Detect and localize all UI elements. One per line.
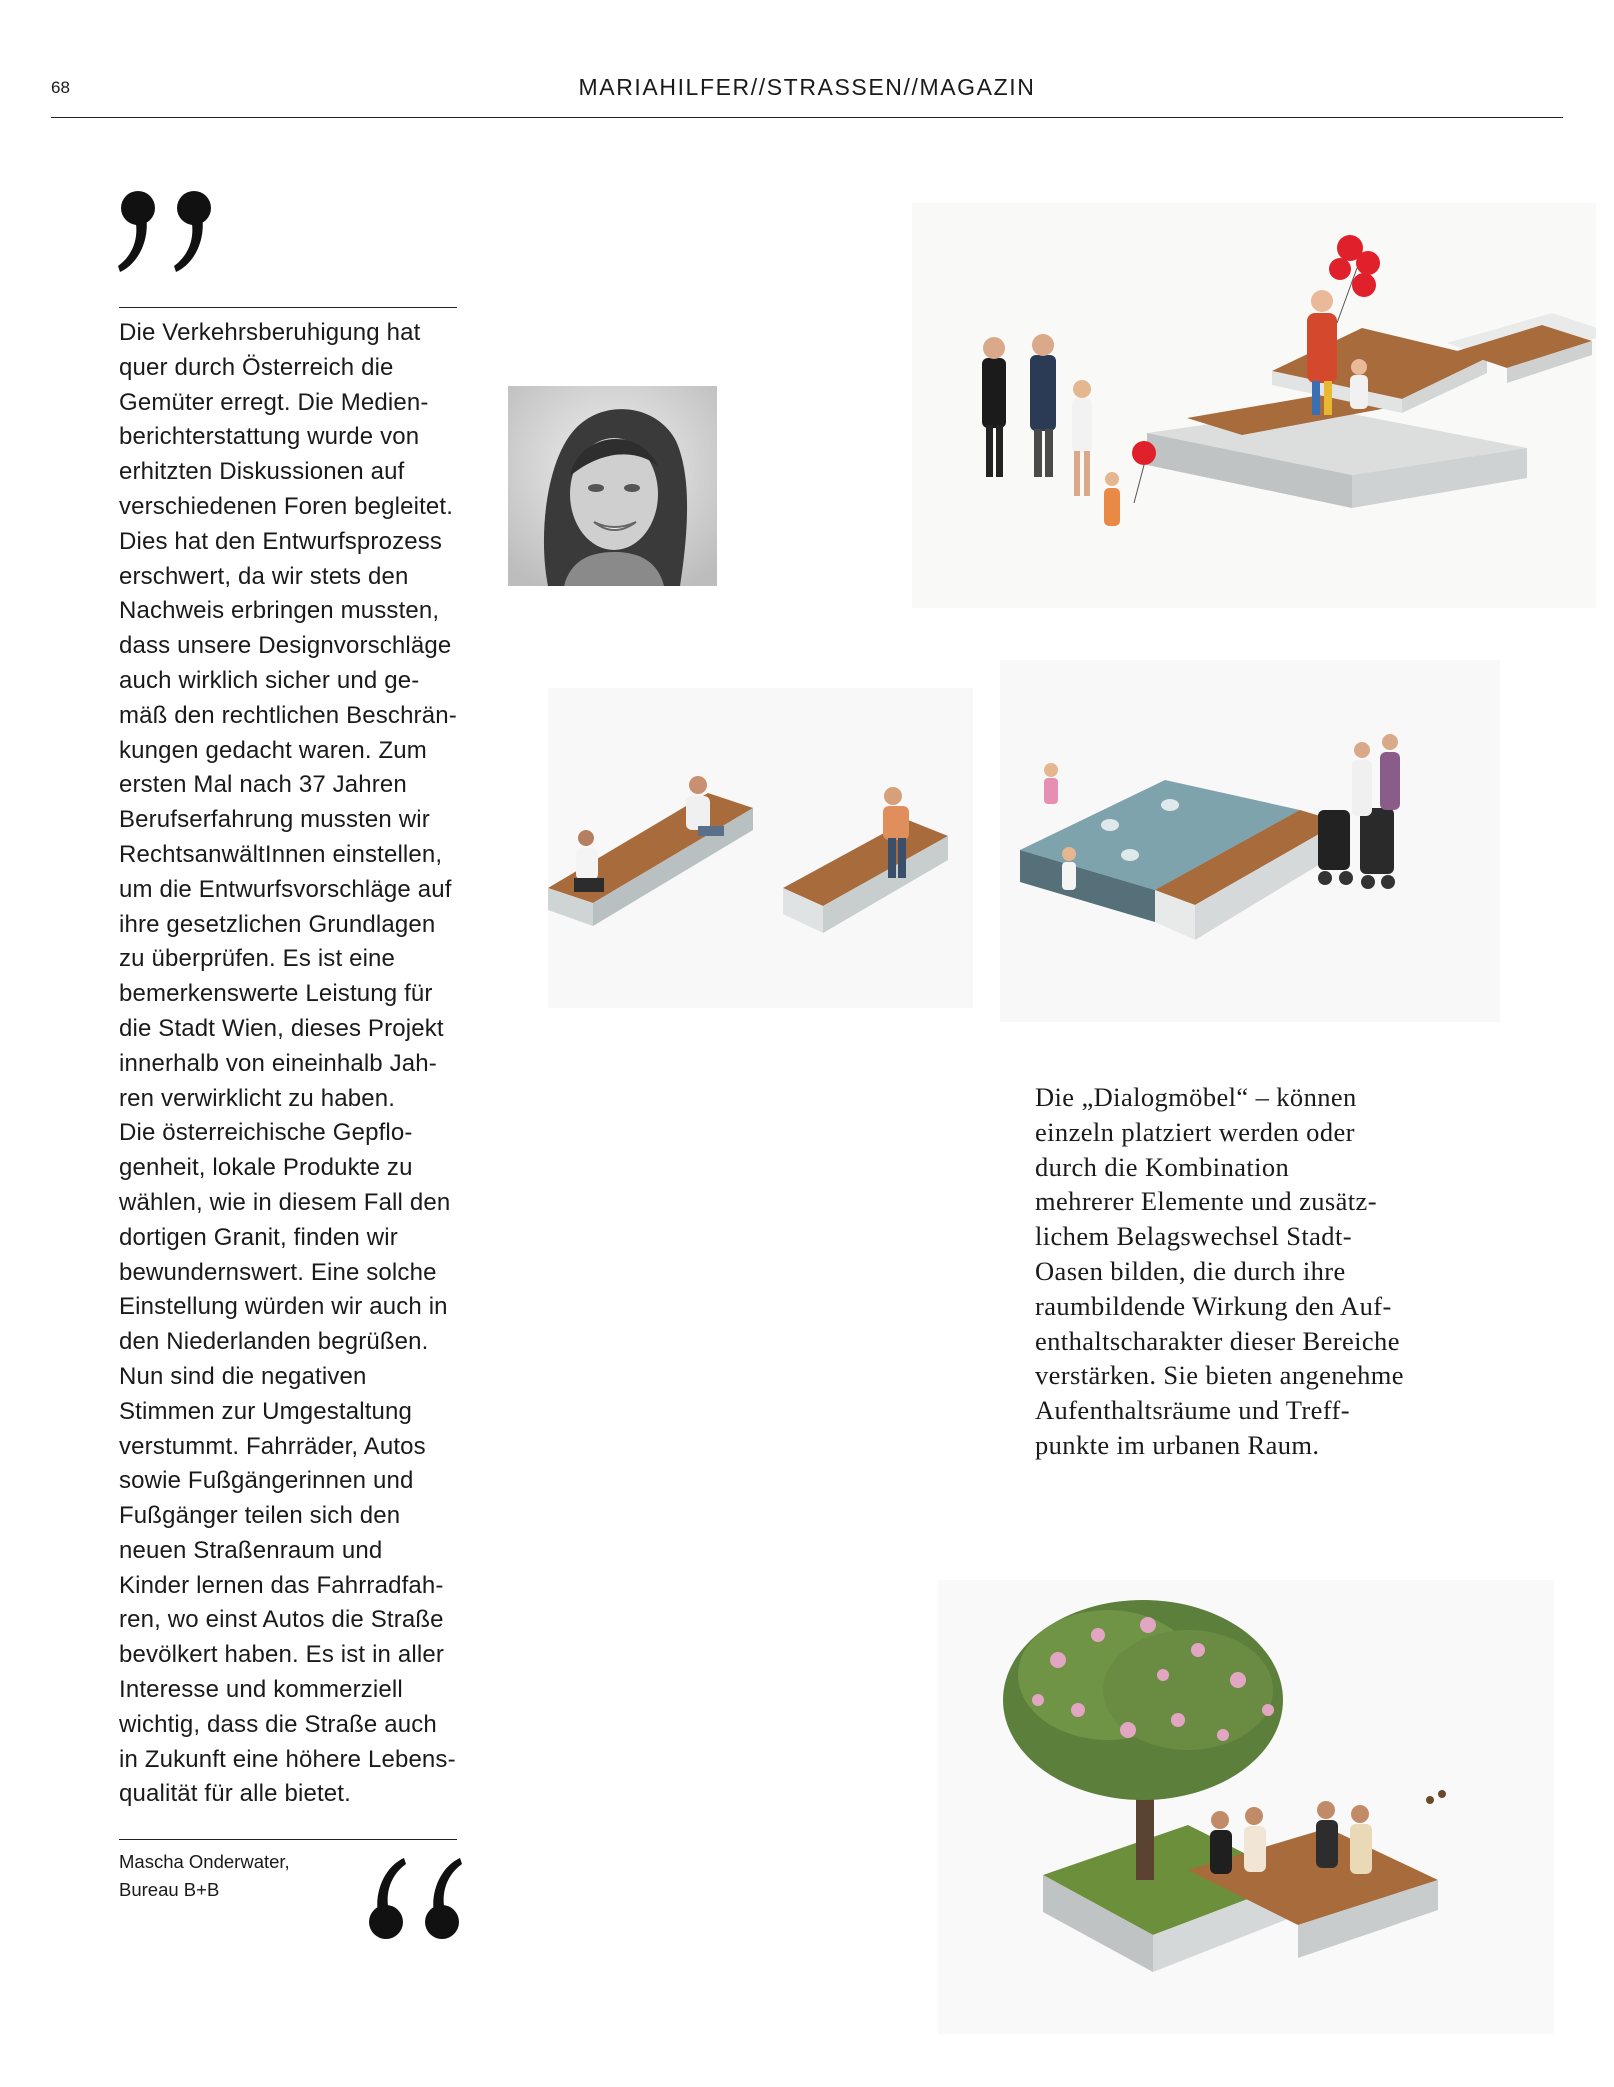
illustration-benches <box>548 688 973 1008</box>
quote-text-line: zu überprüfen. Es ist eine <box>119 945 396 973</box>
quote-text-line: RechtsanwältInnen einstellen, <box>119 840 443 868</box>
quote-text-line: ihre gesetzlichen Grundlagen <box>119 910 436 938</box>
quote-text-line: Die österreichische Gepflo- <box>119 1119 413 1147</box>
quote-text-line: qualität für alle bietet. <box>119 1780 351 1808</box>
magazine-title: MARIAHILFER//STRASSEN//MAGAZIN <box>578 74 1036 100</box>
caption-text-line: durch die Kombination <box>1035 1151 1290 1182</box>
quote-text-line: verschiedenen Foren begleitet. <box>119 492 454 520</box>
quote-text-line: bemerkenswerte Leistung für <box>119 980 433 1008</box>
caption-text-line: raumbildende Wirkung den Auf- <box>1035 1290 1392 1321</box>
quote-text-line: wichtig, dass die Straße auch <box>119 1710 437 1738</box>
illustration-water-platform <box>1000 660 1500 1022</box>
quote-rule-bottom <box>119 1839 457 1840</box>
quote-text-line: ren, wo einst Autos die Straße <box>119 1606 444 1634</box>
quote-close-mark <box>356 1842 464 1942</box>
quote-text-line: dortigen Granit, finden wir <box>119 1223 398 1251</box>
header-rule <box>51 117 1563 118</box>
quote-text-line: bevölkert haben. Es ist in aller <box>119 1641 444 1669</box>
image-caption <box>1035 1080 1505 1463</box>
quote-text-line: Berufserfahrung mussten wir <box>119 806 430 834</box>
caption-text-line: verstärken. Sie bieten angenehme <box>1035 1360 1404 1391</box>
caption-text-line: lichem Belagswechsel Stadt- <box>1035 1221 1352 1252</box>
quote-text-line: dass unsere Designvorschläge <box>119 632 452 660</box>
quote-text-line: Fußgänger teilen sich den <box>119 1502 401 1530</box>
quote-author <box>119 1848 290 1904</box>
quote-text-line: erhitzten Diskussionen auf <box>119 458 405 486</box>
quote-text-line: wählen, wie in diesem Fall den <box>119 1188 451 1216</box>
quote-body <box>119 316 489 1812</box>
quote-text-line: mäß den rechtlichen Beschrän- <box>119 701 457 729</box>
quote-text-line: quer durch Österreich die <box>119 353 394 381</box>
caption-text-line: enthaltscharakter dieser Bereiche <box>1035 1325 1400 1356</box>
quote-text-line: Nachweis erbringen mussten, <box>119 597 440 625</box>
quote-text-line: neuen Straßenraum und <box>119 1536 383 1564</box>
author-organisation: Bureau B+B <box>119 1879 220 1900</box>
quote-text-line: Kinder lernen das Fahrradfah- <box>119 1571 444 1599</box>
quote-open-mark <box>116 188 224 288</box>
page-number: 68 <box>51 78 70 97</box>
quote-text-line: Einstellung würden wir auch in <box>119 1293 448 1321</box>
quote-text-line: den Niederlanden begrüßen. <box>119 1328 429 1356</box>
quote-text-line: Nun sind die negativen <box>119 1362 367 1390</box>
quote-text-line: in Zukunft eine höhere Lebens- <box>119 1745 456 1773</box>
quote-text-line: innerhalb von eineinhalb Jah- <box>119 1049 437 1077</box>
quote-text-line: genheit, lokale Produkte zu <box>119 1154 413 1182</box>
caption-text-line: Oasen bilden, die durch ihre <box>1035 1255 1346 1286</box>
quote-text-line: um die Entwurfsvorschläge auf <box>119 875 452 903</box>
quote-text-line: erschwert, da wir stets den <box>119 562 409 590</box>
quote-rule-top <box>119 307 457 308</box>
caption-text-line: einzeln platziert werden oder <box>1035 1116 1355 1147</box>
quote-text-line: ren verwirklicht zu haben. <box>119 1084 396 1112</box>
author-portrait-photo <box>508 386 717 586</box>
quote-text-line: Stimmen zur Umgestaltung <box>119 1397 413 1425</box>
quote-text-line: Gemüter erregt. Die Medien- <box>119 388 429 416</box>
quote-text-line: verstummt. Fahrräder, Autos <box>119 1432 426 1460</box>
caption-text-line: Die „Dialogmöbel“ – können <box>1035 1082 1357 1112</box>
quote-text-line: Dies hat den Entwurfsprozess <box>119 527 443 555</box>
illustration-seating-platform-clown <box>912 203 1596 608</box>
illustration-tree-planter <box>938 1580 1554 2034</box>
caption-text-line: punkte im urbanen Raum. <box>1035 1429 1320 1460</box>
quote-text-line: auch wirklich sicher und ge- <box>119 666 420 694</box>
quote-text-line: berichterstattung wurde von <box>119 423 420 451</box>
quote-text-line: bewundernswert. Eine solche <box>119 1258 437 1286</box>
caption-text-line: Aufenthaltsräume und Treff- <box>1035 1395 1351 1426</box>
author-name: Mascha Onderwater, <box>119 1851 290 1872</box>
quote-text-line: kungen gedacht waren. Zum <box>119 736 427 764</box>
quote-text-line: die Stadt Wien, dieses Projekt <box>119 1014 444 1042</box>
caption-text-line: mehrerer Elemente und zusätz- <box>1035 1186 1377 1217</box>
quote-text-line: Interesse und kommerziell <box>119 1676 403 1704</box>
quote-text-line: Die Verkehrsberuhigung hat <box>119 319 421 346</box>
quote-text-line: sowie Fußgängerinnen und <box>119 1467 414 1495</box>
quote-text-line: ersten Mal nach 37 Jahren <box>119 771 407 799</box>
